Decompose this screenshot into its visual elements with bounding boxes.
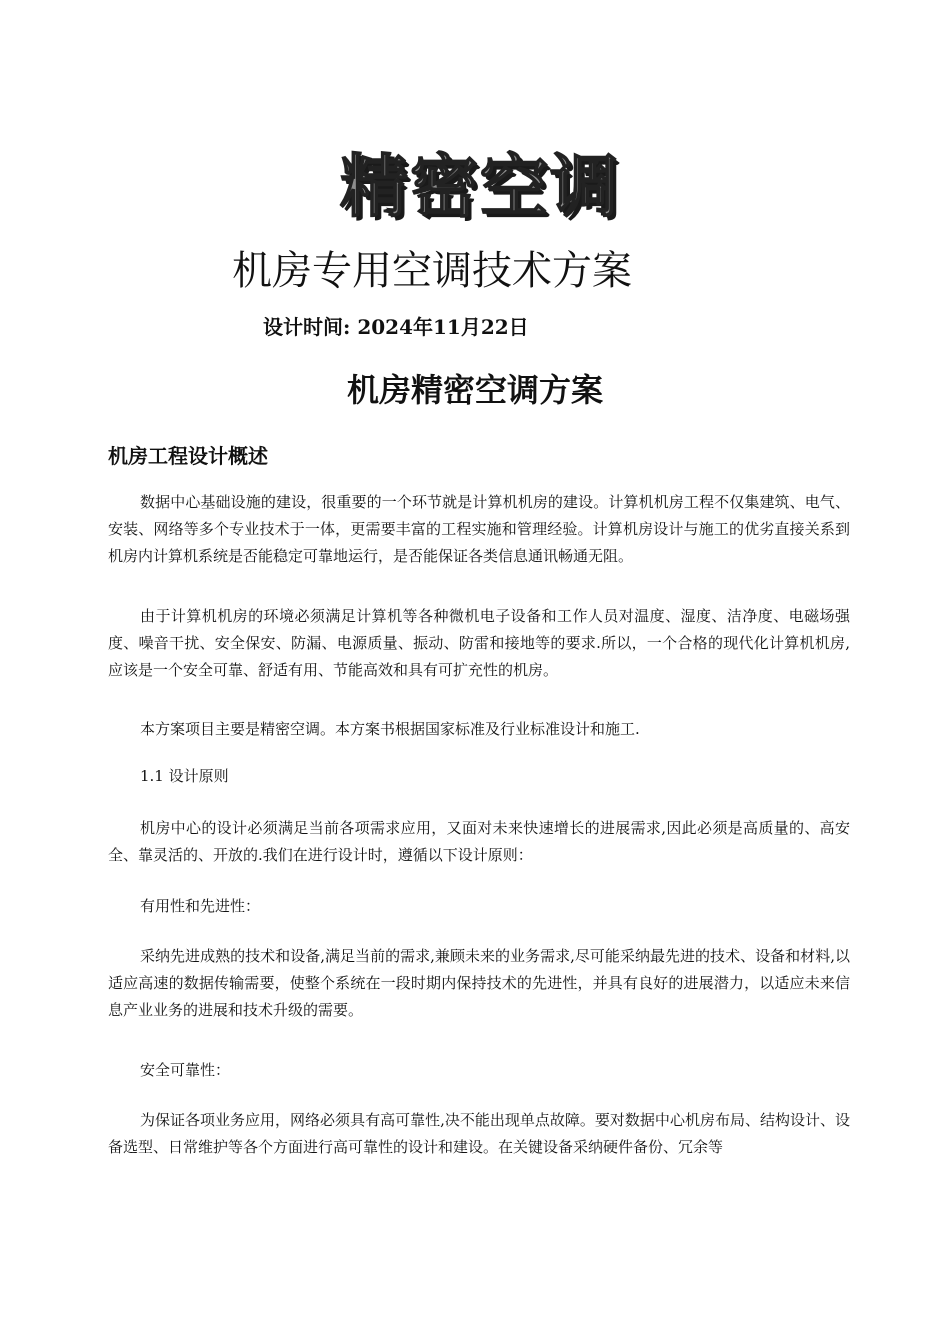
paragraph-intro: 数据中心基础设施的建设，很重要的一个环节就是计算机机房的建设。计算机机房工程不仅集建筑、电气、安装、网络等多个专业技术于一体，更需要丰富的工程实施和管理经验。计算机房设计与施工的优劣直接关系到机房内计算机系统是否能稳定可靠地运行，是否能保证各类信息通讯畅通无阻。 <box>108 493 850 565</box>
usability-label: 有用性和先进性： <box>140 897 261 915</box>
subtitle: 机房专用空调技术方案 <box>232 248 632 294</box>
section-title <box>0 368 950 412</box>
paragraph-scope: 本方案项目主要是精密空调。本方案书根据国家标准及行业标准设计和施工. <box>140 720 640 738</box>
paragraph-environment: 由于计算机机房的环境必须满足计算机等各种微机电子设备和工作人员对温度、湿度、洁净度、电磁场强度、噪音干扰、安全保安、防漏、电源质量、振动、防雷和接地等的要求.所以，一个合格的现代化计算机机房,应该是一个安全可靠、舒适有用、节能高效和具有可扩充性的机房。 <box>108 607 850 679</box>
design-principle-heading: 1.1 设计原则 <box>140 767 229 785</box>
paragraph-principles: 机房中心的设计必须满足当前各项需求应用，又面对未来快速增长的进展需求,因此必须是高质量的、高安全、靠灵活的、开放的.我们在进行设计时，遵循以下设计原则： <box>108 819 850 864</box>
section-title-text: 机房精密空调方案 <box>346 371 603 409</box>
paragraph-reliability: 为保证各项业务应用，网络必须具有高可靠性,决不能出现单点故障。要对数据中心机房布局、结构设计、设备选型、日常维护等各个方面进行高可靠性的设计和建设。在关键设备采纳硬件备份、冗余等 <box>108 1111 850 1156</box>
design-time: 设计时间: 2024年11月22日 <box>263 315 529 339</box>
paragraph-usability: 采纳先进成熟的技术和设备,满足当前的需求,兼顾未来的业务需求,尽可能采纳最先进的技术、设备和材料,以适应高速的数据传输需要，使整个系统在一段时期内保持技术的先进性，并具有良好的进展潜力，以适应未来信息产业业务的进展和技术升级的需要。 <box>108 947 850 1019</box>
overview-heading: 机房工程设计概述 <box>108 444 268 468</box>
reliability-label: 安全可靠性： <box>140 1061 231 1079</box>
main-title: 精密空调 <box>339 148 620 227</box>
